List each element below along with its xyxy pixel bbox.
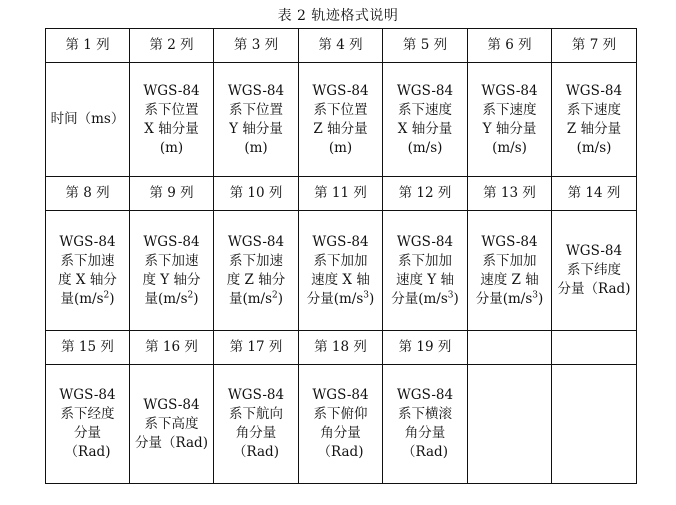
description-cell bbox=[552, 63, 637, 177]
description-cell bbox=[214, 365, 299, 484]
unit-exponent: 2 bbox=[187, 290, 194, 300]
description-text: WGS-84 系下速度 X 轴分量 (m/s) bbox=[396, 82, 454, 156]
column-header-cell: 第 9 列 bbox=[130, 177, 214, 211]
unit-close-paren: ) bbox=[369, 290, 375, 307]
unit-text: WGS-84 系下加速 度 X 轴分 量(m/s bbox=[58, 233, 117, 307]
column-header-cell: 第 6 列 bbox=[468, 29, 552, 63]
description-cell bbox=[468, 63, 552, 177]
description-row bbox=[46, 63, 637, 177]
description-text: WGS-84 系下速度 Z 轴分量 (m/s) bbox=[565, 82, 623, 156]
description-cell bbox=[46, 211, 130, 331]
description-cell bbox=[130, 63, 214, 177]
unit-text: WGS-84 系下加速 度 Y 轴分 量(m/s bbox=[142, 233, 201, 307]
unit-exponent: 3 bbox=[447, 290, 454, 300]
description-cell bbox=[214, 211, 299, 331]
column-header-cell: 第 10 列 bbox=[214, 177, 299, 211]
column-header-cell: 第 12 列 bbox=[383, 177, 468, 211]
column-header-cell: 第 17 列 bbox=[214, 331, 299, 365]
description-row bbox=[46, 211, 637, 331]
description-cell bbox=[383, 63, 468, 177]
trajectory-format-table bbox=[45, 28, 637, 484]
column-header-cell: 第 7 列 bbox=[552, 29, 637, 63]
column-header-cell: 第 15 列 bbox=[46, 331, 130, 365]
description-text: WGS-84 系下位置 X 轴分量 (m) bbox=[143, 82, 200, 156]
description-text: WGS-84 系下纬度 分量（Rad) bbox=[557, 243, 631, 297]
description-text: WGS-84 系下位置 Z 轴分量 (m) bbox=[312, 82, 369, 156]
column-header-cell: 第 8 列 bbox=[46, 177, 130, 211]
description-cell bbox=[46, 63, 130, 177]
table-caption: 表 2 轨迹格式说明 bbox=[277, 8, 399, 24]
unit-text: WGS-84 系下加速 度 Z 轴分 量(m/s bbox=[226, 233, 286, 307]
description-text bbox=[476, 233, 544, 309]
description-text bbox=[391, 233, 459, 309]
column-header-cell: 第 14 列 bbox=[552, 177, 637, 211]
description-text: WGS-84 系下位置 Y 轴分量 (m) bbox=[227, 82, 285, 156]
column-header-cell bbox=[552, 331, 637, 365]
unit-close-paren: ) bbox=[109, 290, 115, 307]
column-header-cell: 第 2 列 bbox=[130, 29, 214, 63]
description-text bbox=[143, 233, 201, 309]
description-cell bbox=[552, 365, 637, 484]
unit-exponent: 2 bbox=[103, 290, 110, 300]
description-text bbox=[227, 233, 285, 309]
column-header-cell: 第 1 列 bbox=[46, 29, 130, 63]
unit-text: WGS-84 系下加加 速度 X 轴 分量(m/s bbox=[306, 233, 370, 307]
description-cell bbox=[299, 211, 383, 331]
description-cell bbox=[468, 211, 552, 331]
column-header-cell: 第 16 列 bbox=[130, 331, 214, 365]
description-text: WGS-84 系下高度 分量（Rad) bbox=[135, 396, 208, 451]
unit-close-paren: ) bbox=[453, 290, 459, 307]
description-text bbox=[58, 233, 117, 309]
description-cell bbox=[468, 365, 552, 484]
description-cell bbox=[552, 211, 637, 331]
column-header-row bbox=[46, 177, 637, 211]
unit-exponent: 2 bbox=[272, 290, 278, 300]
description-cell bbox=[214, 63, 299, 177]
description-cell bbox=[383, 211, 468, 331]
description-text: 时间（ms） bbox=[50, 111, 125, 127]
column-header-cell bbox=[468, 331, 552, 365]
column-header-cell: 第 4 列 bbox=[299, 29, 383, 63]
unit-text: WGS-84 系下加加 速度 Z 轴 分量(m/s bbox=[475, 233, 539, 307]
description-text: WGS-84 系下经度 分量 （Rad) bbox=[59, 387, 116, 460]
description-text bbox=[307, 233, 375, 309]
description-cell bbox=[299, 365, 383, 484]
unit-close-paren: ) bbox=[193, 290, 199, 307]
column-header-cell: 第 3 列 bbox=[214, 29, 299, 63]
unit-exponent: 3 bbox=[532, 290, 538, 300]
column-header-row bbox=[46, 331, 637, 365]
column-header-cell: 第 19 列 bbox=[383, 331, 468, 365]
description-cell bbox=[299, 63, 383, 177]
column-header-cell: 第 13 列 bbox=[468, 177, 552, 211]
description-cell bbox=[46, 365, 130, 484]
description-text: WGS-84 系下航向 角分量 （Rad) bbox=[227, 387, 285, 460]
unit-text: WGS-84 系下加加 速度 Y 轴 分量(m/s bbox=[391, 233, 454, 307]
column-header-cell: 第 18 列 bbox=[299, 331, 383, 365]
column-header-cell: 第 11 列 bbox=[299, 177, 383, 211]
unit-close-paren: ) bbox=[277, 290, 284, 307]
unit-close-paren: ) bbox=[538, 290, 544, 307]
description-row bbox=[46, 365, 637, 484]
description-cell bbox=[383, 365, 468, 484]
description-cell bbox=[130, 211, 214, 331]
description-text: WGS-84 系下横滚 角分量 （Rad) bbox=[396, 387, 454, 460]
description-cell bbox=[130, 365, 214, 484]
column-header-row bbox=[46, 29, 637, 63]
description-text: WGS-84 系下俯仰 角分量 （Rad) bbox=[312, 387, 369, 460]
unit-exponent: 3 bbox=[363, 290, 369, 300]
description-text: WGS-84 系下速度 Y 轴分量 (m/s) bbox=[481, 82, 538, 156]
column-header-cell: 第 5 列 bbox=[383, 29, 468, 63]
